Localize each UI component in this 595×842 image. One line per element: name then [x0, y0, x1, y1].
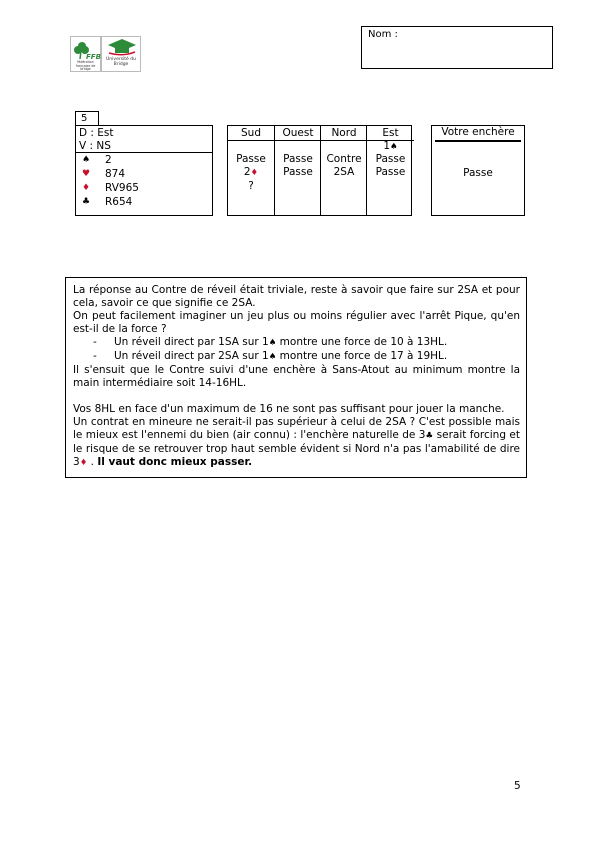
bid-ouest-1: Passe	[283, 153, 313, 165]
bullet-2-end: montre une force de 17 à 19HL.	[276, 350, 448, 362]
bid-column-est	[366, 126, 414, 215]
paragraph-5-mid: serait forcing et le risque de se retrouver trop haut semble évident si Nord n'a pas l'amabilité de dire 3	[73, 429, 520, 468]
ffb-logo-caption: fédération française de bridge	[75, 60, 96, 72]
answer-label: Votre enchère	[435, 126, 521, 142]
spade-icon: ♠	[268, 352, 277, 362]
bid-header-sud: Sud	[228, 126, 274, 141]
bid-est-1-level: 1	[383, 140, 391, 152]
paragraph-5-sep: .	[87, 456, 98, 468]
universite-logo	[101, 36, 141, 72]
vulnerability-label: V : NS	[79, 140, 111, 152]
explanation-box	[65, 277, 527, 478]
diamond-cards: RV965	[105, 182, 139, 194]
diamond-icon: ♦	[79, 458, 88, 468]
bid-nord-1: Contre	[326, 153, 362, 165]
explanation-paragraph-1: La réponse au Contre de réveil était triviale, reste à savoir que faire sur 2SA et pour cela, savoir ce que signifie ce 2SA.	[73, 284, 520, 309]
bid-header-est: Est	[367, 126, 414, 141]
explanation-paragraph-3: Il s'ensuit que le Contre suivi d'une enchère à Sans-Atout au minimum montre la main intermédiaire soit 14-16HL.	[73, 364, 520, 389]
bullet-1-end: montre une force de 10 à 13HL.	[276, 336, 448, 348]
bullet-dash: -	[93, 350, 97, 362]
paragraph-gap	[73, 390, 520, 403]
universite-logo-text: Université du Bridge	[106, 57, 136, 67]
bid-est-3: Passe	[375, 166, 406, 178]
name-label: Nom :	[368, 29, 398, 40]
explanation-paragraph-2: On peut facilement imaginer un jeu plus ou moins régulier avec l'arrêt Pique, qu'en est-il de la force ?	[73, 310, 520, 335]
diamond-icon: ♦	[250, 168, 259, 178]
heart-icon: ♥	[82, 169, 91, 179]
bid-column-nord	[320, 126, 367, 215]
svg-text:FFB: FFB	[86, 53, 101, 61]
explanation-paragraph-5	[73, 416, 520, 470]
heart-cards: 874	[105, 168, 126, 180]
club-icon: ♣	[425, 431, 434, 441]
spade-icon: ♠	[82, 155, 91, 165]
bid-sud-3: ?	[248, 180, 254, 192]
paragraph-5-start: Un contrat en mineure ne serait-il pas supérieur à celui de 2SA ? C'est possible mais le mieux est l'ennemi du bien (air connu) : l'enchère naturelle de 3	[73, 416, 520, 441]
spade-icon: ♠	[268, 338, 277, 348]
hand-divider	[76, 152, 212, 153]
explanation-paragraph-4: Vos 8HL en face d'un maximum de 16 ne sont pas suffisant pour jouer la manche.	[73, 403, 505, 415]
answer-box[interactable]	[431, 125, 525, 216]
bidding-table	[227, 125, 412, 216]
bullet-item-1	[73, 336, 520, 350]
club-cards: R654	[105, 196, 133, 208]
dealer-label: D : Est	[79, 127, 114, 139]
page-number: 5	[514, 780, 521, 792]
bid-sud-2	[228, 166, 274, 181]
bid-est-2: Passe	[375, 153, 406, 165]
name-field[interactable]	[361, 26, 553, 69]
bid-ouest-2: Passe	[283, 166, 313, 178]
bullet-2-start: Un réveil direct par 2SA sur 1	[114, 350, 269, 362]
board-number: 5	[75, 111, 99, 125]
bid-column-ouest	[274, 126, 321, 215]
bullet-1-start: Un réveil direct par 1SA sur 1	[114, 336, 269, 348]
ffb-clover-icon	[72, 39, 101, 61]
spade-icon: ♠	[390, 142, 398, 152]
hand-diagram	[75, 125, 213, 216]
club-icon: ♣	[82, 197, 91, 207]
ffb-logo	[70, 36, 101, 72]
bid-header-nord: Nord	[321, 126, 367, 141]
graduation-cap-icon	[103, 38, 141, 56]
spade-cards: 2	[105, 154, 112, 166]
conclusion-text: Il vaut donc mieux passer.	[97, 456, 253, 468]
bullet-dash: -	[93, 336, 97, 348]
bid-sud-2-level: 2	[243, 166, 251, 178]
bid-sud-1: Passe	[236, 153, 266, 165]
diamond-icon: ♦	[82, 183, 91, 193]
bid-nord-2: 2SA	[333, 166, 355, 178]
bullet-item-2	[73, 350, 520, 364]
bid-column-sud	[228, 126, 274, 215]
bid-header-ouest: Ouest	[275, 126, 321, 141]
answer-value: Passe	[463, 167, 493, 179]
